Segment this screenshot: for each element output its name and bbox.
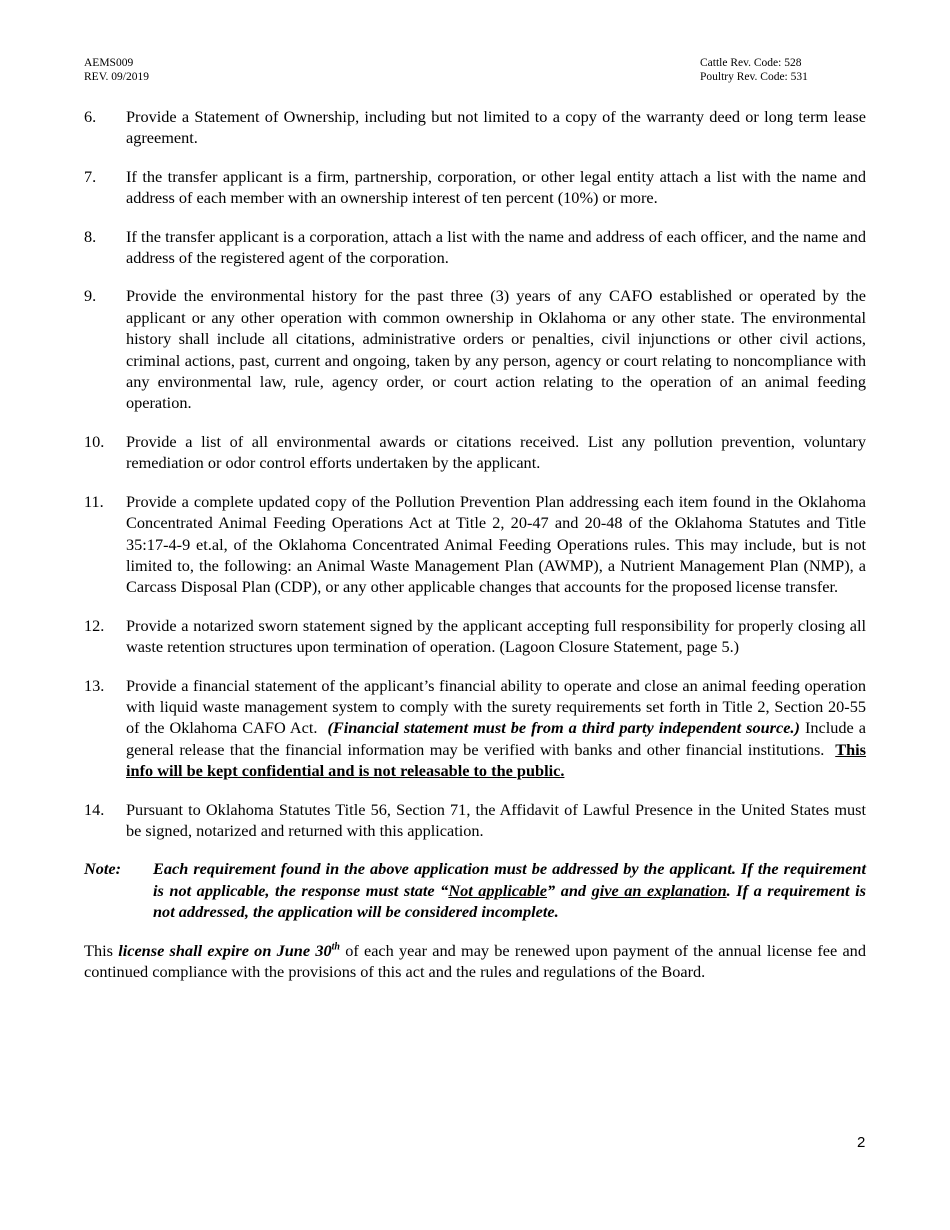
list-item	[84, 615, 866, 658]
header-left	[84, 56, 149, 84]
cattle-rev-code: Cattle Rev. Code: 528	[700, 57, 802, 69]
form-code: AEMS009	[84, 57, 134, 69]
item-text: Provide a notarized sworn statement signed by the applicant accepting full responsibility for properly closing all waste retention structures upon termination of operation. (Lagoon Closure Statement, page 5.)	[126, 615, 866, 657]
item-text: Pursuant to Oklahoma Statutes Title 56, Section 71, the Affidavit of Lawful Presence in the United States must be signed, notarized and returned with this application.	[126, 799, 866, 840]
header-right	[700, 56, 808, 84]
item-text: Provide a list of all environmental awards or citations received. List any pollution prevention, voluntary remediation or odor control efforts undertaken by the applicant.	[126, 431, 866, 473]
item-number: 6.	[84, 107, 97, 126]
item-number: 8.	[84, 226, 97, 246]
page-number: 2	[857, 1134, 866, 1151]
item-text	[126, 675, 866, 782]
item-text: Provide a complete updated copy of the Pollution Prevention Plan addressing each item found in the Oklahoma Concentrated Animal Feeding Operations Act at Title 2, 20-47 and 20-48 of the Oklahoma Statutes and Title 35:17-4-9 et.al, of the Oklahoma Concentrated Animal Feeding Operations rules. This may include, but is not limited to, the following: an Animal Waste Management Plan (AWMP), a Nutrient Management Plan (NMP), a Carcass Disposal Plan (CDP), or any other applicable changes that accounts for the proposed license transfer.	[126, 491, 866, 597]
list-item	[84, 166, 866, 209]
note-text: Each requirement found in the above application must be addressed by the applicant. If the requirement is not applicable, the response must state “Not applicable” and give an explanation. If a requirement is not addressed, the application will be considered incomplete.	[153, 859, 866, 922]
item-text: Provide the environmental history for the past three (3) years of any CAFO established or operated by the applicant or any other operation with common ownership in Oklahoma or any other state. The environmental history shall include all citations, administrative orders or penalties, civil injunctions or other civil actions, criminal actions, past, current and ongoing, taken by any person, agency or court relating to noncompliance with any environmental law, rule, agency order, or court action relating to the operation of an animal feeding operation.	[126, 286, 866, 413]
item-number: 14.	[84, 799, 105, 819]
item-text: Provide a Statement of Ownership, including but not limited to a copy of the warranty deed or long term lease agreement.	[126, 107, 866, 148]
financial-statement-text: Provide a financial statement of the applicant’s financial ability to operate and close an animal feeding operation with liquid waste management system to comply with the surety requirements set forth in Title 2, Section 20-55 of the Oklahoma CAFO Act.	[126, 675, 866, 738]
item-number: 11.	[84, 491, 104, 511]
list-item	[84, 285, 866, 413]
list-item	[84, 226, 866, 269]
note-label: Note:	[84, 859, 122, 879]
list-item	[84, 799, 866, 842]
requirements-list	[84, 106, 866, 982]
give-explanation-phrase: give an explanation	[591, 880, 727, 900]
item-number: 7.	[84, 166, 97, 186]
list-item	[84, 106, 866, 149]
item-text: If the transfer applicant is a corporation, attach a list with the name and address of each officer, and the name and address of the registered agent of the corporation.	[126, 226, 866, 268]
revision-date: REV. 09/2019	[84, 71, 149, 83]
list-item	[84, 431, 866, 474]
item-number: 13.	[84, 675, 105, 695]
item-text: If the transfer applicant is a firm, partnership, corporation, or other legal entity attach a list with the name and address of each member with an ownership interest of ten percent (10%) or more.	[126, 166, 866, 208]
note-block	[84, 858, 866, 922]
item-number: 9.	[84, 286, 97, 306]
third-party-source-note: (Financial statement must be from a third party independent source.)	[327, 718, 800, 738]
expiration-date-emphasis: license shall expire on June 30th	[118, 940, 340, 960]
list-item	[84, 491, 866, 598]
item-number: 10.	[84, 431, 105, 451]
list-item	[84, 675, 866, 782]
confidential-notice: This info will be kept confidential and is not releasable to the public.	[126, 739, 867, 781]
poultry-rev-code: Poultry Rev. Code: 531	[700, 71, 808, 83]
general-release-text: Include a general release that the financial information may be verified with banks and other financial institutions.	[126, 718, 866, 759]
not-applicable-phrase: Not applicable	[448, 880, 548, 900]
license-expiration-paragraph: This license shall expire on June 30th of each year and may be renewed upon payment of the annual license fee and continued compliance with the provisions of this act and the rules and regulations of the Board.	[84, 940, 866, 981]
item-number: 12.	[84, 615, 105, 635]
